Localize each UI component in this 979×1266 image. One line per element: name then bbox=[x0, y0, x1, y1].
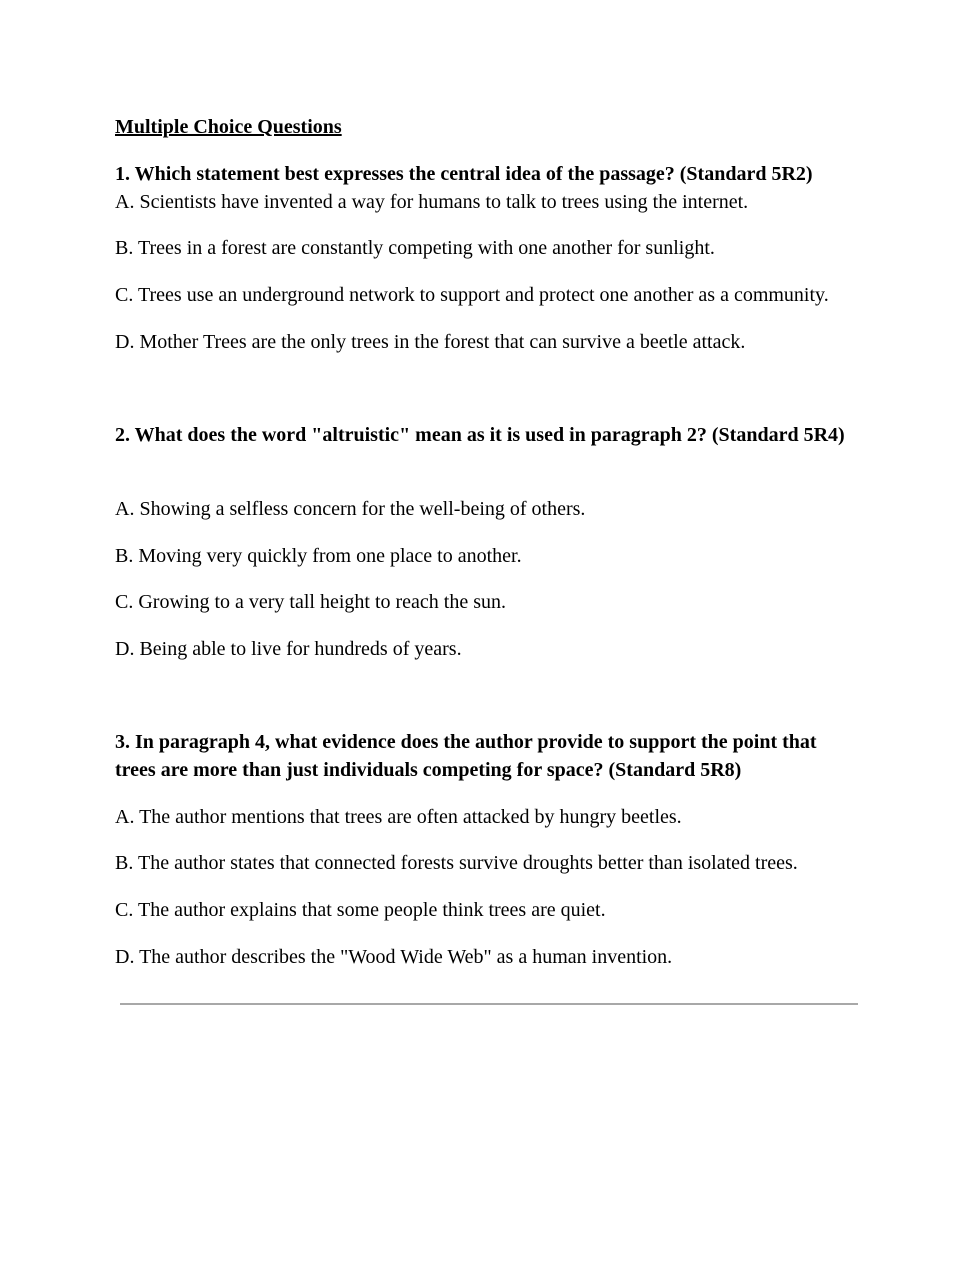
question-3-option-c: C. The author explains that some people think trees are quiet. bbox=[115, 899, 606, 921]
question-1-prompt: 1. Which statement best expresses the central idea of the passage? (Standard 5R2) bbox=[115, 163, 813, 185]
question-3-option-b: B. The author states that connected forests survive droughts better than isolated trees. bbox=[115, 852, 798, 874]
question-1-option-a: A. Scientists have invented a way for humans to talk to trees using the internet. bbox=[115, 191, 749, 213]
question-2-option-b: B. Moving very quickly from one place to another. bbox=[115, 545, 522, 567]
question-3-option-a: A. The author mentions that trees are often attacked by hungry beetles. bbox=[115, 806, 682, 828]
question-1-option-c: C. Trees use an underground network to support and protect one another as a community. bbox=[115, 284, 829, 306]
question-2-option-c: C. Growing to a very tall height to reach the sun. bbox=[115, 591, 507, 613]
question-2-option-d: D. Being able to live for hundreds of years. bbox=[115, 638, 462, 660]
section-heading: Multiple Choice Questions bbox=[115, 116, 342, 138]
question-2-prompt: 2. What does the word "altruistic" mean as it is used in paragraph 2? (Standard 5R4) bbox=[115, 424, 845, 446]
question-2-option-a: A. Showing a selfless concern for the well-being of others. bbox=[115, 498, 586, 520]
question-3-prompt: 3. In paragraph 4, what evidence does the author provide to support the point that trees are more than just individuals competing for space? (Standard 5R8) bbox=[115, 731, 817, 781]
question-3-option-d: D. The author describes the "Wood Wide Web" as a human invention. bbox=[115, 946, 673, 968]
question-1-option-d: D. Mother Trees are the only trees in the forest that can survive a beetle attack. bbox=[115, 331, 746, 353]
question-1-option-b: B. Trees in a forest are constantly competing with one another for sunlight. bbox=[115, 237, 715, 259]
horizontal-divider bbox=[120, 1003, 858, 1005]
